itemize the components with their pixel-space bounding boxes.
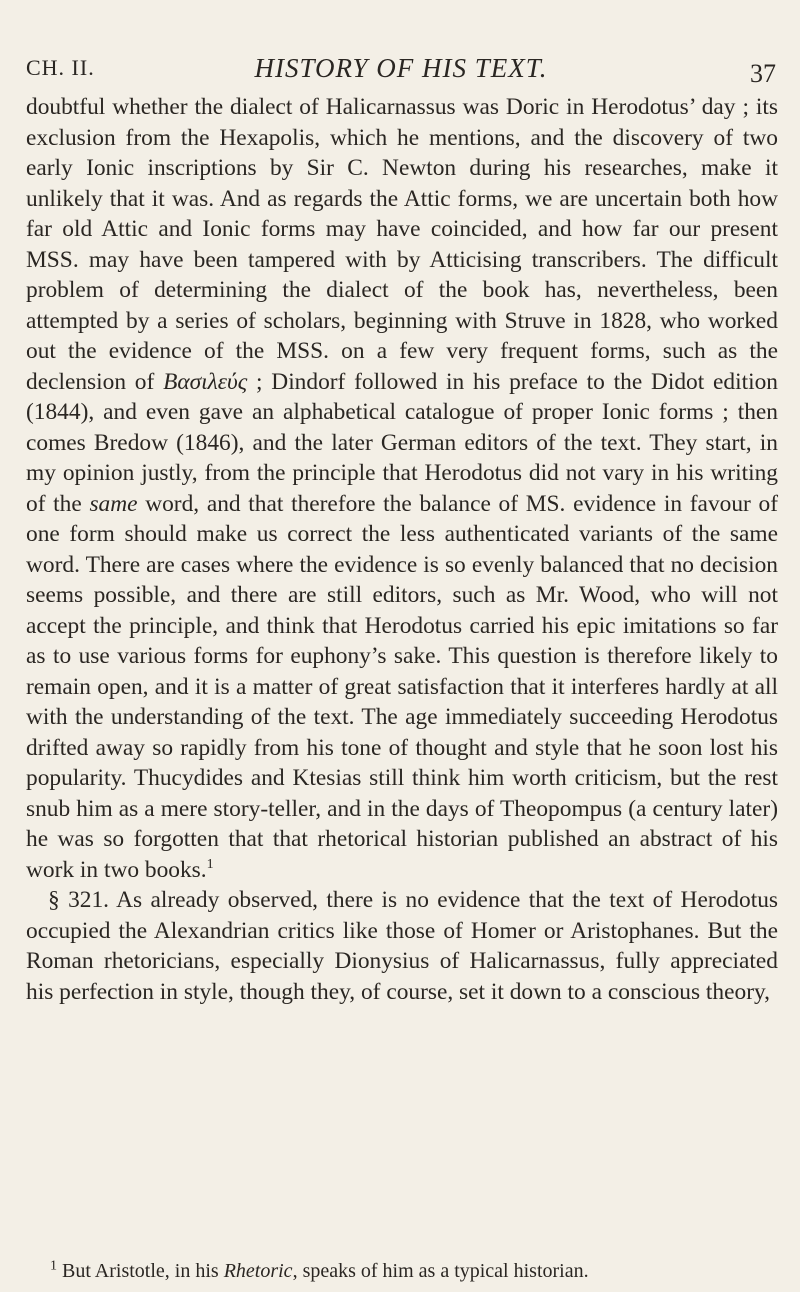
paragraph-text: word, and that therefore the balance of MS. evidence in favour of one form should make us correct the less authenticated variants of the same word. There are cases where the evidence is so evenly balanced that no decision seems possible, and there are still editors, such as Mr. Wood, who will not accept the principle, and think that Herodotus carried his epic imitations so far as to use various forms for euphony’s sake. This question is therefore likely to remain open, and it is a matter of great satisfaction that it interferes hardly at all with the understanding of the text. The age immediately succeeding Herodotus drifted away so rapidly from his tone of thought and style that he soon lost his popularity. Thucydides and Ktesias still think him worth criticism, but the rest snub him as a mere story-teller, and in the days of Theopompus (a century later) he was so forgotten that that rhetorical historian published an abstract of his work in two books.: [26, 490, 778, 883]
running-head: [26, 48, 776, 88]
footnote-italic: Rhetoric: [223, 1260, 293, 1282]
footnote-reference[interactable]: 1: [206, 856, 214, 872]
paragraph-text: ; Dindorf followed in his preface to the Didot edition (1844), and even gave an alphabetical catalogue of proper Ionic forms ; then comes Bredow (1846), and the later German editors of the text. They start, in my opinion justly, from the principle that Herodotus did not vary in his writing of the: [26, 368, 778, 517]
footnote: [26, 1258, 778, 1284]
footnote-text: , speaks of him as a typical historian.: [292, 1260, 589, 1282]
running-title: HISTORY OF HIS TEXT.: [254, 53, 548, 83]
greek-word: Βασιλεύς: [163, 368, 248, 395]
footnote-text: But Aristotle, in his: [57, 1260, 224, 1282]
chapter-label: CH. II.: [26, 55, 95, 80]
footnote-mark: 1: [50, 1258, 57, 1274]
page-number: 37: [750, 59, 776, 88]
paragraph-continued: [26, 92, 778, 885]
section-paragraph: § 321. As already observed, there is no evidence that the text of Herodotus occupied the Alexandrian critics like those of Homer or Aristophanes. But the Roman rhetoricians, especially Dionysius of Halicarnassus, fully appreciated his perfection in style, though they, of course, set it down to a conscious theory,: [26, 887, 778, 1005]
body-text: [26, 92, 778, 1007]
italic-word: same: [89, 490, 138, 517]
paragraph-text: doubtful whether the dialect of Halicarnassus was Doric in Herodotus’ day ; its exclusion from the Hexapolis, which he mentions, and the discovery of two early Ionic inscriptions by Sir C. Newton during his researches, make it unlikely that it was. And as regards the Attic forms, we are uncertain both how far old Attic and Ionic forms may have coincided, and how far our present MSS. may have been tampered with by Atticising transcribers. The difficult problem of determining the dialect of the book has, nevertheless, been attempted by a series of scholars, beginning with Struve in 1828, who worked out the evidence of the MSS. on a few very frequent forms, such as the declension of: [26, 94, 778, 395]
